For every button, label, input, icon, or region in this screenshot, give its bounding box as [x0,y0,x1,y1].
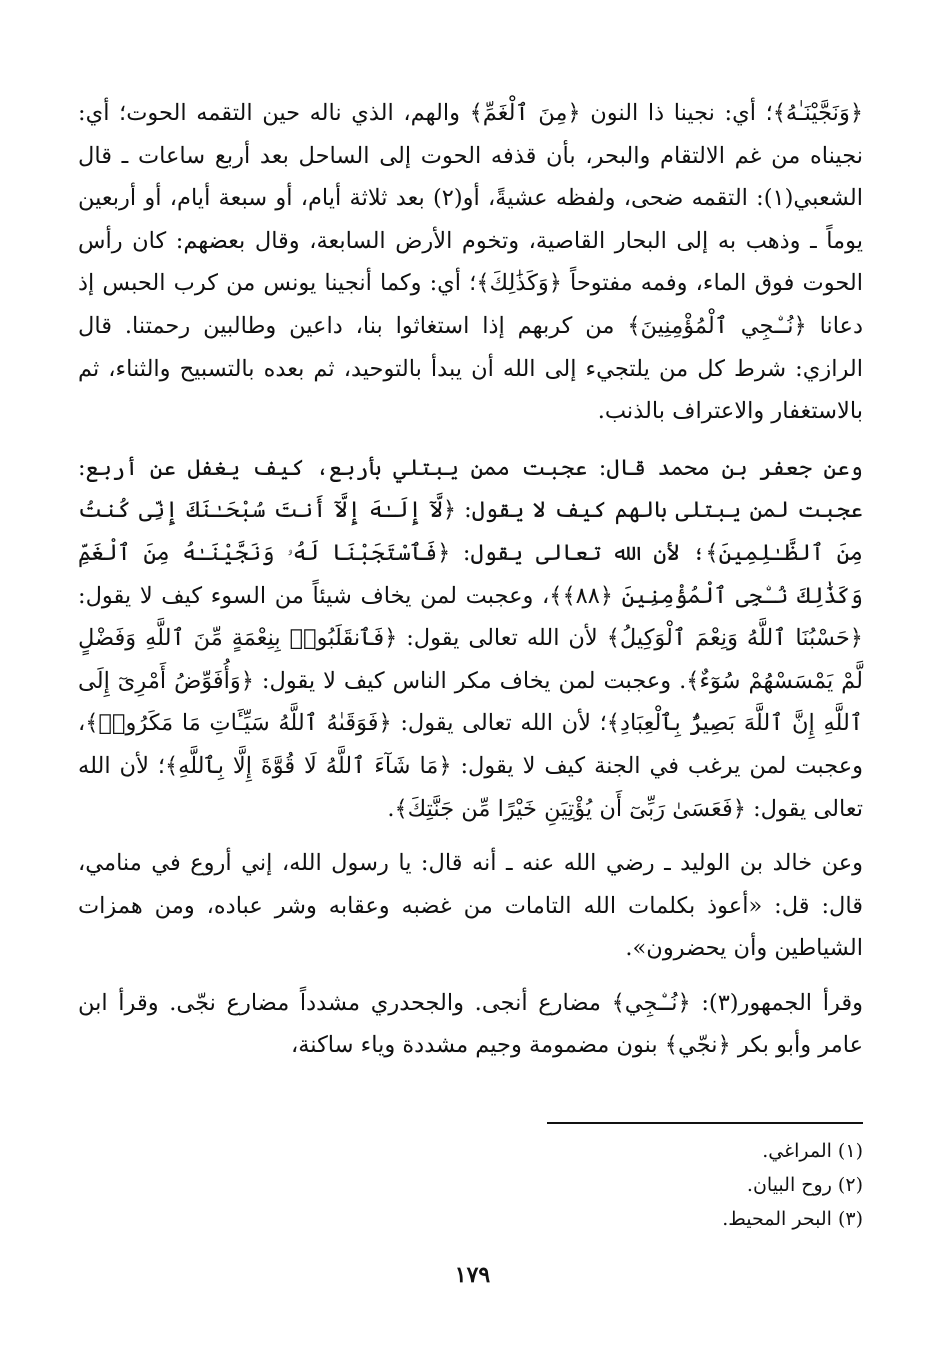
page-number: ١٧٩ [454,1262,491,1288]
footnote-1: (١) المراغي. [762,1140,863,1162]
paragraph-3: وعن خالد بن الوليد ـ رضي الله عنه ـ أنه قال: يا رسول الله، إني أروع في منامي، قال: قل: «أعوذ بكلمات الله التامات من غضبه وعقابه وشر عباده، ومن همزات الشياطين وأن يحضرون». [78,850,863,962]
paragraph-1: ﴿وَنَجَّيْنَـٰهُ﴾؛ أي: نجينا ذا النون ﴿مِنَ ٱلْغَمِّ﴾ والهم، الذي ناله حين التقمه الحوت؛ أي: نجيناه من غم الالتقام والبحر، بأن قذفه الحوت إلى الساحل بعد أربع ساعات ـ قال الشعبي(١): التقمه ضحى، ولفظه عشيةً، أو(٢) بعد ثلاثة أيام، أو سبعة أيام، أو أربعين يوماً ـ وذهب به إلى البحار القاصية، وتخوم الأرض السابعة، وقال بعضهم: كان رأس الحوت فوق الماء، وفمه مفتوحاً ﴿وَكَذَٰلِكَ﴾؛ أي: وكما أنجينا يونس من كرب الحبس إذ دعانا ﴿نُـۨجِي ٱلْمُؤْمِنِينَ﴾ من كربهم إذا استغاثوا بنا، داعين وطالبين رحمتنا. قال الرازي: شرط كل من يلتجيء إلى الله أن يبدأ بالتوحيد، ثم بعده بالتسبيح والثناء، ثم بالاستغفار والاعتراف بالذنب. [78,100,863,425]
footnote-divider [547,1122,863,1124]
footnote-3: (٣) البحر المحيط. [722,1208,863,1230]
footnote-2: (٢) روح البيان. [746,1174,863,1196]
paragraph-4: وقرأ الجمهور(٣): ﴿نُـۨجِي﴾ مضارع أنجى. والجحدري مشدداً مضارع نجّى. وقرأ ابن عامر وأبو بكر ﴿نجّي﴾ بنون مضمومة وجيم مشددة وياء ساكنة، [78,989,863,1059]
footnotes [363,1134,863,1236]
paragraph-2: وعن جعفر بن محمد قال: عجبت ممن يبتلي بأربع، كيف يغفل عن أربع: عجبت لمن يبتلى بالهم كيف لا يقول: ﴿لَّآ إِلَـٰهَ إِلَّآ أَنتَ سُبْحَـٰنَكَ إِنِّى كُنتُ مِنَ ٱلظَّـٰلِمِينَ﴾؛ لأن الله تعالى يقول: ﴿فَٱسْتَجَبْنَا لَهُۥ وَنَجَّيْنَـٰهُ مِنَ ٱلْغَمِّ وَكَذَٰلِكَ نُـۨجِى ٱلْمُؤْمِنِينَ ﴿٨٨﴾﴾، وعجبت لمن يخاف شيئاً من السوء كيف لا يقول: ﴿حَسْبُنَا ٱللَّهُ وَنِعْمَ ٱلْوَكِيلُ﴾ لأن الله تعالى يقول: ﴿فَٱنقَلَبُوا۟ بِنِعْمَةٍ مِّنَ ٱللَّهِ وَفَضْلٍ لَّمْ يَمْسَسْهُمْ سُوٓءٌ﴾. وعجبت لمن يخاف مكر الناس كيف لا يقول: ﴿وَأُفَوِّضُ أَمْرِىٓ إِلَى ٱللَّهِ إِنَّ ٱللَّهَ بَصِيرٌۢ بِٱلْعِبَادِ﴾؛ لأن الله تعالى يقول: ﴿فَوَقَىٰهُ ٱللَّهُ سَيِّـَٔاتِ مَا مَكَرُوا۟﴾، وعجبت لمن يرغب في الجنة كيف لا يقول: ﴿مَا شَآءَ ٱللَّهُ لَا قُوَّةَ إِلَّا بِٱللَّهِ﴾؛ لأن الله تعالى يقول: ﴿فَعَسَىٰ رَبِّىٓ أَن يُؤْتِيَنِ خَيْرًا مِّن جَنَّتِكَ﴾. [78,454,863,822]
